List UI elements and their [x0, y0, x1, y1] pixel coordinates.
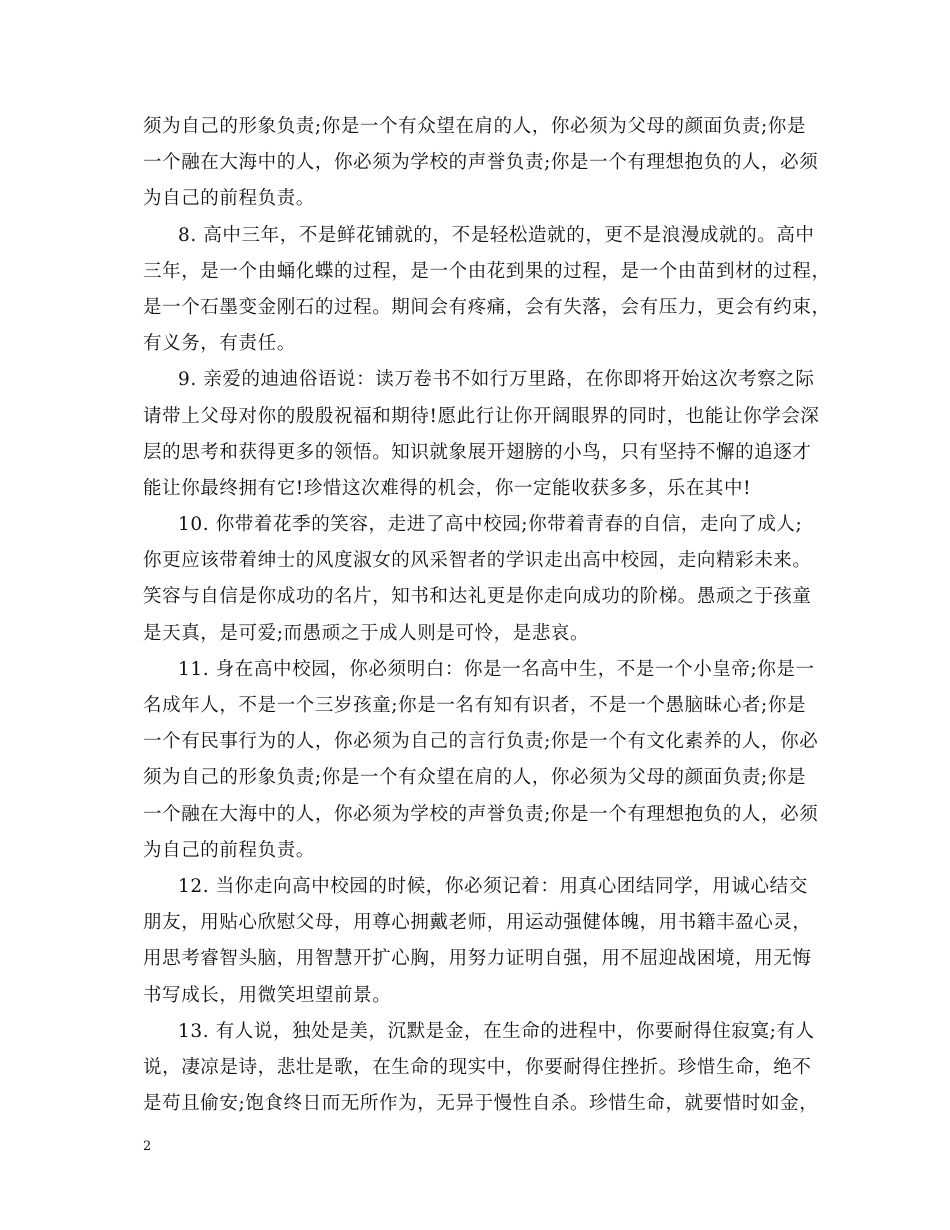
text-line: 笑容与自信是你成功的名片，知书和达礼更是你走向成功的阶梯。愚顽之于孩童 — [143, 586, 812, 608]
text-line: 一个融在大海中的人，你必须为学校的声誉负责;你是一个有理想抱负的人，必须 — [143, 152, 819, 174]
paragraph-10-line: 10. 你带着花季的笑容，走进了高中校园;你带着青春的自信，走向了成人; — [178, 514, 803, 536]
text-line: 为自己的前程负责。 — [143, 188, 315, 210]
paragraph-12-line: 12. 当你走向高中校园的时候，你必须记着：用真心团结同学，用诚心结交 — [178, 875, 808, 897]
text-line: 能让你最终拥有它!珍惜这次难得的机会，你一定能收获多多，乐在其中! — [143, 477, 752, 499]
text-line: 书写成长，用微笑坦望前景。 — [143, 984, 392, 1006]
text-line: 名成年人，不是一个三岁孩童;你是一名有知有识者，不是一个愚脑昧心者;你是 — [143, 695, 807, 716]
paragraph-11-line: 11. 身在高中校园，你必须明白：你是一名高中生，不是一个小皇帝;你是一 — [178, 658, 815, 680]
text-line: 须为自己的形象负责;你是一个有众望在肩的人，你必须为父母的颜面负责;你是 — [143, 116, 807, 137]
document-body — [143, 109, 831, 1122]
paragraph-8-line: 8. 高中三年，不是鲜花铺就的，不是轻松造就的，更不是浪漫成就的。高中 — [178, 224, 815, 246]
text-line: 你更应该带着绅士的风度淑女的风采智者的学识走出高中校园，走向精彩未来。 — [143, 550, 812, 572]
paragraph-9-line: 9. 亲爱的迪迪俗语说：读万卷书不如行万里路，在你即将开始这次考察之际 — [178, 369, 815, 391]
text-line: 三年，是一个由蛹化蝶的过程，是一个由花到果的过程，是一个由苗到材的过程， — [143, 260, 831, 282]
text-line: 是苟且偷安;饱食终日而无所作为，无异于慢性自杀。珍惜生命，就要惜时如金， — [143, 1093, 819, 1115]
text-line: 请带上父母对你的殷殷祝福和期待!愿此行让你开阔眼界的同时，也能让你学会深 — [143, 405, 820, 427]
text-line: 有义务，有责任。 — [143, 333, 296, 355]
text-line: 朋友，用贴心欣慰父母，用尊心拥戴老师，用运动强健体魄，用书籍丰盈心灵， — [143, 912, 812, 934]
text-line: 是一个石墨变金刚石的过程。期间会有疼痛，会有失落，会有压力，更会有约束， — [143, 296, 831, 318]
page-number: 2 — [143, 1139, 152, 1154]
text-line: 层的思考和获得更多的领悟。知识就象展开翅膀的小鸟，只有坚持不懈的追逐才 — [143, 441, 812, 463]
text-line: 为自己的前程负责。 — [143, 839, 315, 861]
paragraph-13-line: 13. 有人说，独处是美，沉默是金，在生命的进程中，你要耐得住寂寞;有人 — [178, 1020, 815, 1042]
text-line: 说，凄凉是诗，悲壮是歌，在生命的现实中，你要耐得住挫折。珍惜生命，绝不 — [143, 1056, 812, 1078]
text-line: 用思考睿智头脑，用智慧开扩心胸，用努力证明自强，用不屈迎战困境，用无悔 — [143, 948, 812, 970]
text-line: 一个有民事行为的人，你必须为自己的言行负责;你是一个有文化素养的人，你必 — [143, 731, 819, 753]
text-line: 一个融在大海中的人，你必须为学校的声誉负责;你是一个有理想抱负的人，必须 — [143, 803, 819, 825]
text-line: 是天真，是可爱;而愚顽之于成人则是可怜，是悲哀。 — [143, 622, 590, 644]
text-line: 须为自己的形象负责;你是一个有众望在肩的人，你必须为父母的颜面负责;你是 — [143, 767, 807, 789]
